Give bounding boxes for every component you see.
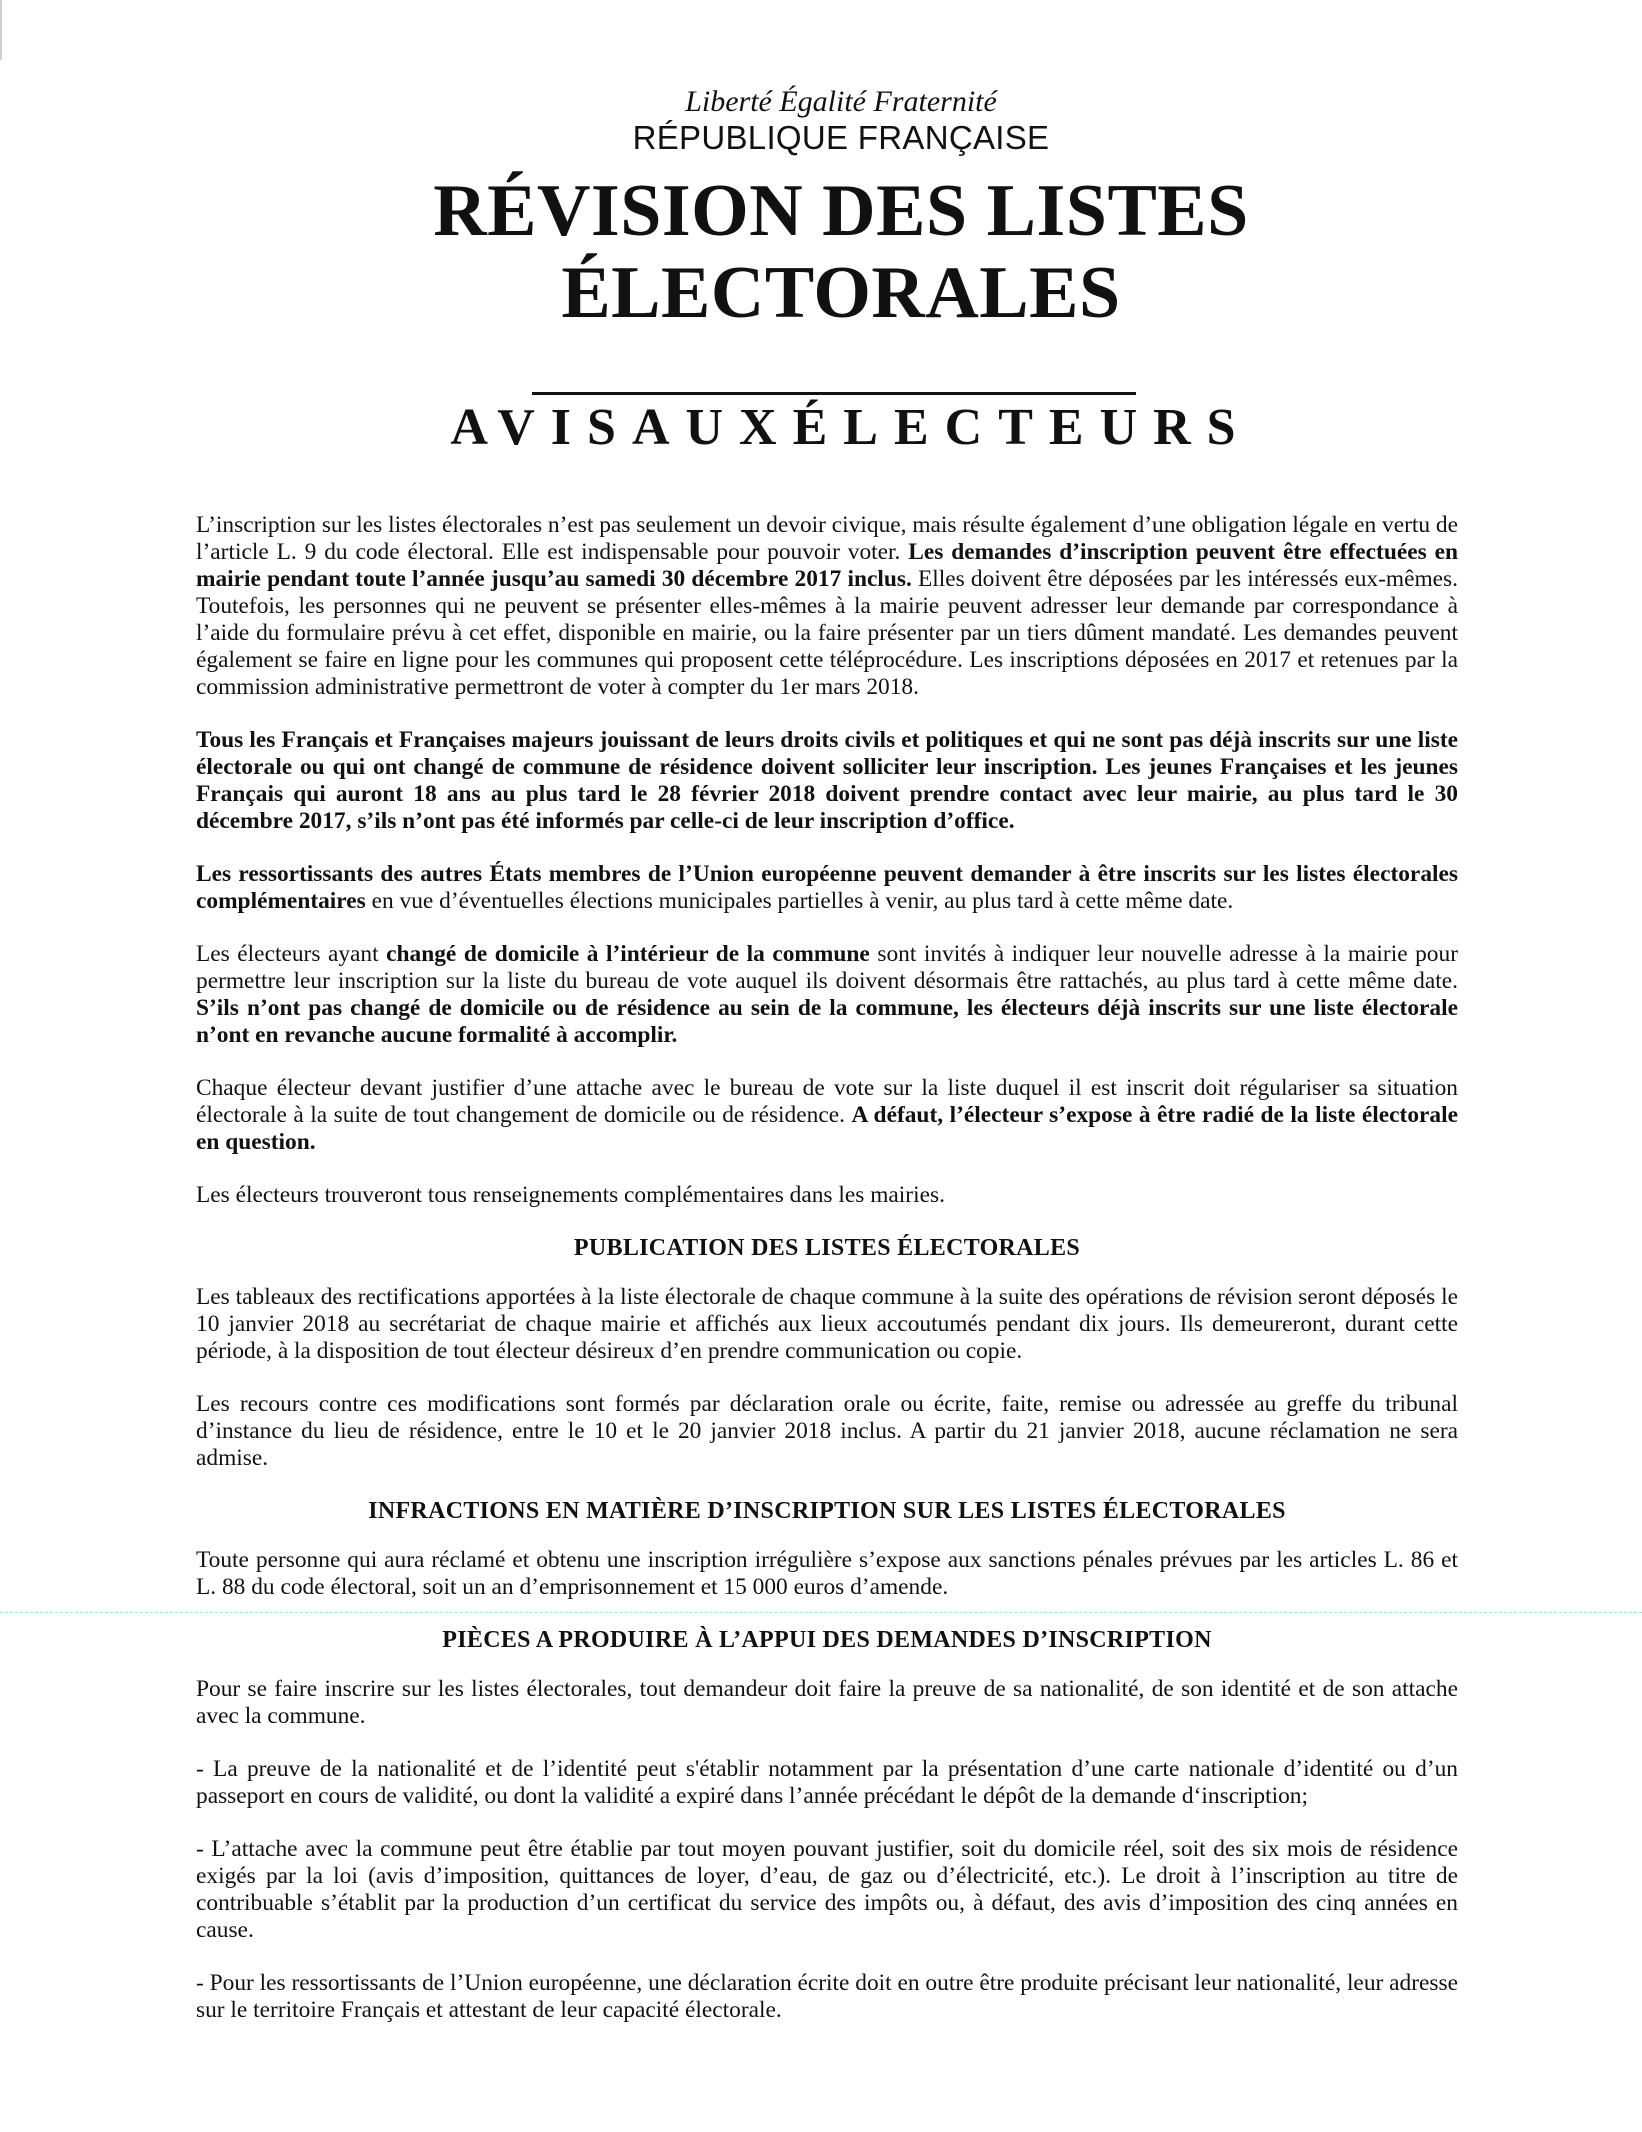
document-body	[196, 512, 1458, 2050]
intro-paragraph-1: L’inscription sur les listes électorales n’est pas seulement un devoir civique, mais résulte également d’une obligation légale en vertu de l’article L. 9 du code électoral. Elle est indispensable pour pouvoir voter. Les demandes d’inscription peuvent être effectuées en mairie pendant toute l’année jusqu’au samedi 30 décembre 2017 inclus. Elles doivent être déposées par les intéressés eux-mêmes. Toutefois, les personnes qui ne peuvent se présenter elles-mêmes à la mairie peuvent adresser leur demande par correspondance à l’aide du formulaire prévu à cet effet, disponible en mairie, ou la faire présenter par un tiers dûment mandaté. Les demandes peuvent également se faire en ligne pour les communes qui proposent cette téléprocédure. Les inscriptions déposées en 2017 et retenues par la commission administrative permettront de voter à compter du 1er mars 2018.	[196, 512, 1458, 700]
publication-paragraph-1: Les tableaux des rectifications apportées à la liste électorale de chaque commune à la suite des opérations de révision seront déposés le 10 janvier 2018 au secrétariat de chaque mairie et affichés aux lieux accoutumés pendant dix jours. Ils demeureront, durant cette période, à la disposition de tout électeur désireux d’en prendre communication ou copie.	[196, 1284, 1458, 1364]
intro-paragraph-2: Tous les Français et Françaises majeurs jouissant de leurs droits civils et politiques et qui ne sont pas déjà inscrits sur une liste électorale ou qui ont changé de commune de résidence doivent solliciter leur inscription. Les jeunes Françaises et les jeunes Français qui auront 18 ans au plus tard le 28 février 2018 doivent prendre contact avec leur mairie, au plus tard le 30 décembre 2017, s’ils n’ont pas été informés par celle-ci de leur inscription d’office.	[196, 727, 1458, 834]
intro-paragraph-5: Chaque électeur devant justifier d’une attache avec le bureau de vote sur la liste duquel il est inscrit doit régulariser sa situation électorale à la suite de tout changement de domicile ou de résidence. A défaut, l’électeur s’expose à être radié de la liste électorale en question.	[196, 1075, 1459, 1155]
infractions-paragraph: Toute personne qui aura réclamé et obtenu une inscription irrégulière s’expose aux sanctions pénales prévues par les articles L. 86 et L. 88 du code électoral, soit un an d’emprisonnement et 15 000 euros d’amende.	[196, 1547, 1458, 1600]
title-line-2: ÉLECTORALES	[561, 252, 1121, 334]
title-line-1: RÉVISION DES LISTES	[433, 170, 1249, 252]
document-title	[40, 170, 1642, 334]
document-header	[0, 84, 1642, 334]
intro-paragraph-6: Les électeurs trouveront tous renseignements complémentaires dans les mairies.	[196, 1182, 945, 1208]
document-subtitle: AVISAUXÉLECTEURS	[450, 399, 1252, 456]
section-heading-infractions: INFRACTIONS EN MATIÈRE D’INSCRIPTION SUR LES LISTES ÉLECTORALES	[368, 1498, 1286, 1524]
pieces-item-attache: - L’attache avec la commune peut être établie par tout moyen pouvant justifier, soit du domicile réel, soit des six mois de résidence exigés par la loi (avis d’imposition, quittances de loyer, d’eau, de gaz ou d’électricité, etc.). Le droit à l’inscription au titre de contribuable s’établit par la production d’un certificat du service des impôts ou, à défaut, des avis d’imposition des cinq années en cause.	[196, 1836, 1458, 1943]
motto: Liberté Égalité Fraternité	[685, 85, 997, 118]
pieces-item-ue: - Pour les ressortissants de l’Union européenne, une déclaration écrite doit en outre être produite précisant leur nationalité, leur adresse sur le territoire Français et attestant de leur capacité électorale.	[196, 1970, 1458, 2023]
pieces-intro: Pour se faire inscrire sur les listes électorales, tout demandeur doit faire la preuve de sa nationalité, de son identité et de son attache avec la commune.	[196, 1676, 1458, 1729]
scan-edge-mark	[0, 0, 2, 60]
title-divider	[532, 392, 1136, 395]
intro-paragraph-4: Les électeurs ayant changé de domicile à l’intérieur de la commune sont invités à indiquer leur nouvelle adresse à la mairie pour permettre leur inscription sur la liste du bureau de vote auquel ils doivent désormais être rattachés, au plus tard à cette même date. S’ils n’ont pas changé de domicile ou de résidence au sein de la commune, les électeurs déjà inscrits sur une liste électorale n’ont en revanche aucune formalité à accomplir.	[196, 941, 1458, 1048]
section-heading-pieces: PIÈCES A PRODUIRE À L’APPUI DES DEMANDES D’INSCRIPTION	[442, 1627, 1212, 1653]
pieces-item-nationalite: - La preuve de la nationalité et de l’identité peut s'établir notamment par la présentation d’une carte nationale d’identité ou d’un passeport en cours de validité, ou dont la validité a expiré dans l’année précédant le dépôt de la demande d‘inscription;	[196, 1756, 1458, 1809]
republique-label: RÉPUBLIQUE FRANÇAISE	[632, 119, 1050, 156]
intro-paragraph-3: Les ressortissants des autres États membres de l’Union européenne peuvent demander à être inscrits sur les listes électorales complémentaires en vue d’éventuelles élections municipales partielles à venir, au plus tard à cette même date.	[196, 861, 1458, 914]
section-heading-publication: PUBLICATION DES LISTES ÉLECTORALES	[573, 1235, 1081, 1261]
publication-paragraph-2: Les recours contre ces modifications sont formés par déclaration orale ou écrite, faite, remise ou adressée au greffe du tribunal d’instance du lieu de résidence, entre le 10 et le 20 janvier 2018 inclus. A partir du 21 janvier 2018, aucune réclamation ne sera admise.	[196, 1391, 1458, 1471]
